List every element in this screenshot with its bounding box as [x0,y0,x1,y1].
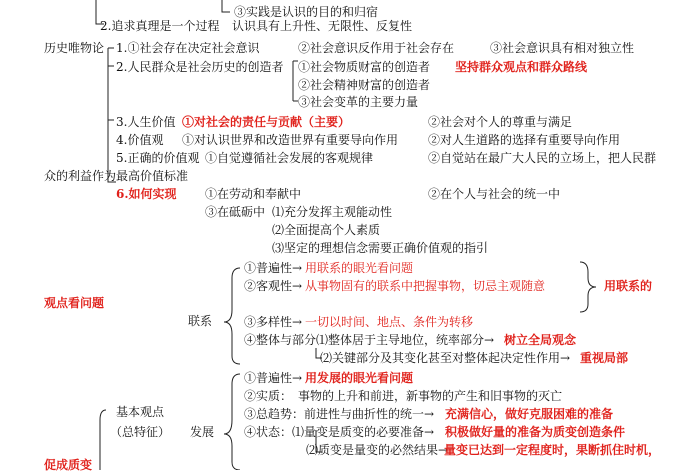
conn-1-text: 用联系的眼光看问题 [305,261,414,275]
conn-3-text: 一切以时间、地点、条件为转移 [305,315,474,329]
dev-2: ②实质： 事物的上升和前进，新事物的产生和旧事物的灭亡 [244,389,563,403]
dev-3-text: 充满信心，做好克服困难的准备 [445,407,614,421]
truth-process-text: 认识具有上升性、无限性、反复性 [232,19,413,33]
hm-item-6: 6.如何实现 [116,187,177,201]
hm-item-5a: ①自觉遵循社会发展的客观规律 [205,151,374,165]
conn-1-label: ①普遍性→ [244,261,303,275]
hm-item-5-cont: 众的利益作为最高价值标准 [44,169,189,183]
dev-3-label: ③总趋势：前进性与曲折性的统一→ [244,407,435,421]
conn-side-label: 用联系的 [604,279,653,293]
basic-view-sub: （总特征） [110,425,171,439]
conn-2-label: ②客观性→ [244,279,303,293]
hm-item-2-3: ③社会变革的主要力量 [298,95,419,109]
conn-3-label: ③多样性→ [244,315,303,329]
hm-item-1: 1.①社会存在决定社会意识 [116,41,260,55]
conn-4-text: 树立全局观念 [504,333,577,347]
dev-4c-label: ⑵质变是量变的必然结果→ [306,443,449,457]
hm-item-2-note: 坚持群众观点和群众路线 [455,60,588,74]
dev-4-label: ④状态：⑴量变是质变的必要准备→ [244,425,435,439]
conn-4c-label: ⑵关键部分及其变化甚至对整体起决定性作用→ [320,351,571,365]
dev-1-text: 用发展的眼光看问题 [305,371,414,385]
hm-item-6c2: ⑵全面提高个人素质 [272,223,381,237]
hm-item-6c: ③在砥砺中 [205,205,266,219]
conn-2-text: 从事物固有的联系中把握事物，切忌主观随意 [305,279,546,293]
hm-item-5: 5.正确的价值观 [116,151,200,165]
hm-item-6c1: ⑴充分发挥主观能动性 [272,205,393,219]
connection-label: 联系 [188,314,213,328]
hm-item-5b: ②自觉站在最广大人民的立场上，把人民群 [428,151,657,165]
hm-item-3a: ①对社会的责任与贡献（主要） [182,115,351,129]
hm-item-2-2: ②社会精神财富的创造者 [298,78,431,92]
basic-view-label: 基本观点 [116,405,165,419]
hm-item-6c3: ⑶坚定的理想信念需要正确价值观的指引 [272,241,489,255]
hm-item-2: 2.人民群众是社会历史的创造者 [116,60,284,74]
truth-process-label: 2.追求真理是一个过程 [100,19,220,33]
hm-item-6a: ①在劳动和奉献中 [205,187,302,201]
hm-item-3: 3.人生价值 [116,115,176,129]
bottom-partial-label: 促成质变 [44,458,93,472]
dev-4-text: 积极做好量的准备为质变创造条件 [445,425,626,439]
historical-materialism-label: 历史唯物论 [44,41,105,55]
conn-4c-text: 重视局部 [580,351,629,365]
hm-item-1c: ③社会意识具有相对独立性 [490,41,635,55]
hm-item-4b: ②对人生道路的选择有重要导向作用 [428,133,621,147]
hm-item-4: 4.价值观 [116,133,164,147]
conn-4-label: ④整体与部分⑴整体居于主导地位，统率部分→ [244,333,495,347]
hm-item-3b: ②社会对个人的尊重与满足 [428,115,573,129]
dev-4c-text: 量变已达到一定程度时，果断抓住时机， [444,443,661,457]
hm-item-6b: ②在个人与社会的统一中 [428,187,561,201]
practice-item-3: ③实践是认识的目的和归宿 [234,5,379,19]
view-problem-label: 观点看问题 [44,296,105,310]
hm-item-1b: ②社会意识反作用于社会存在 [298,41,455,55]
hm-item-4a: ①对认识世界和改造世界有重要导向作用 [182,133,399,147]
dev-1-label: ①普遍性→ [244,371,303,385]
hm-item-2-1: ①社会物质财富的创造者 [298,60,431,74]
development-label: 发展 [190,425,215,439]
